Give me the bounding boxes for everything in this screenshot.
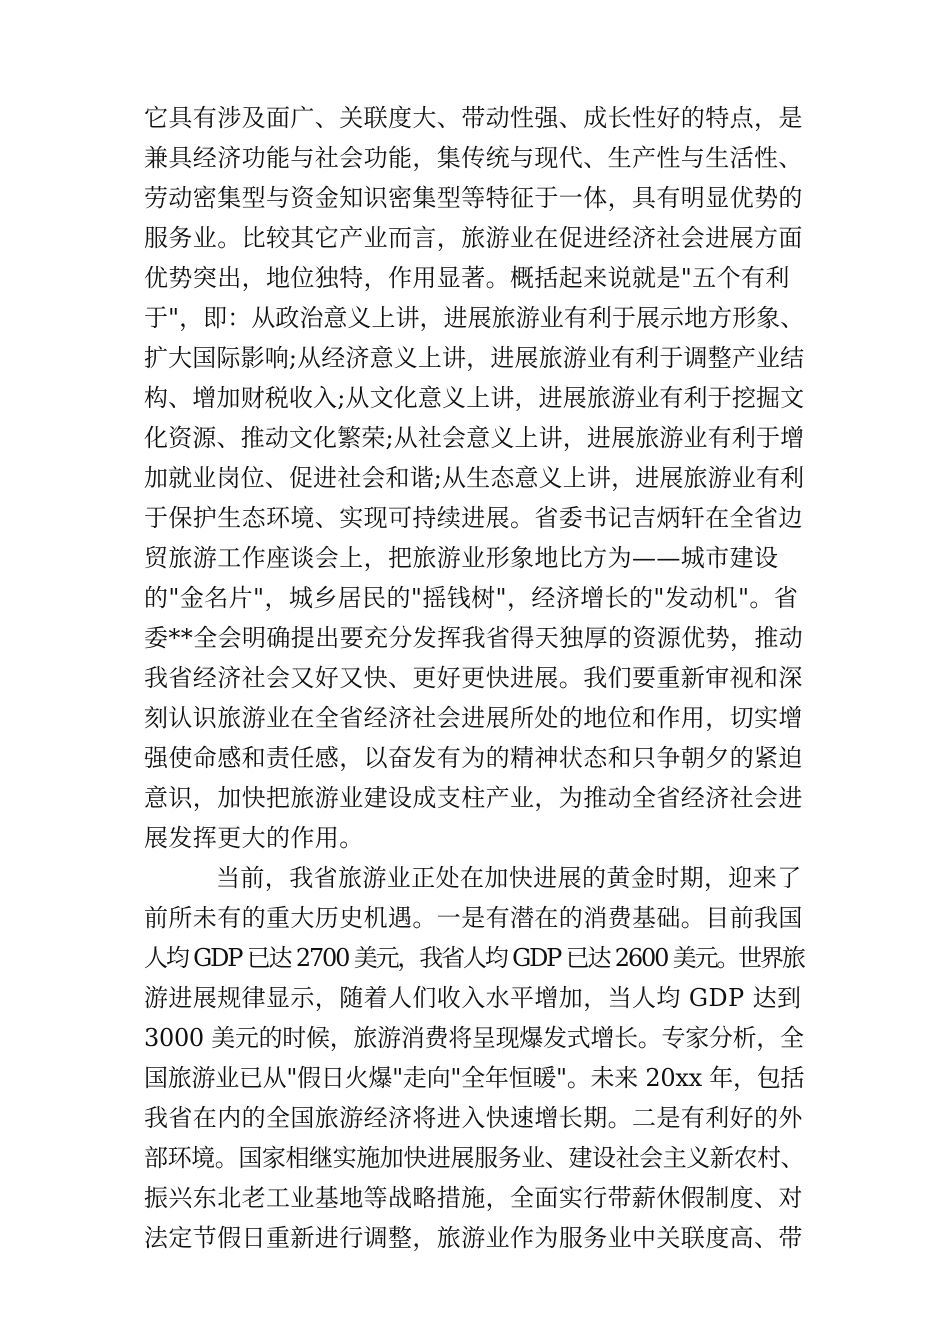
text-line: 部环境。国家相继实施加快进展服务业、建设社会主义新农村、: [144, 1144, 805, 1172]
text-line: 的"金名片"，城乡居民的"摇钱树"，经济增长的"发动机"。省: [144, 584, 799, 612]
text-line: 委**全会明确提出要充分发挥我省得天独厚的资源优势，推动: [144, 624, 804, 652]
text-line: 展发挥更大的作用。: [144, 824, 364, 852]
body-text: [144, 98, 804, 1258]
text-line: 服务业。比较其它产业而言，旅游业在促进经济社会进展方面: [144, 224, 803, 252]
text-line: 构、增加财税收入;从文化意义上讲，进展旅游业有利于挖掘文: [144, 384, 805, 412]
text-line: 国旅游业已从"假日火爆"走向"全年恒暖"。未来 20xx 年，包括: [144, 1064, 805, 1092]
text-line: 前所未有的重大历史机遇。一是有潜在的消费基础。目前我国: [144, 904, 803, 932]
text-line: 人均 GDP 已达 2700 美元，我省人均 GDP 已达 2600 美元。世界旅: [144, 944, 804, 972]
text-line: 兼具经济功能与社会功能，集传统与现代、生产性与生活性、: [144, 144, 803, 172]
text-line: 劳动密集型与资金知识密集型等特征于一体，具有明显优势的: [144, 184, 803, 212]
text-line: 于保护生态环境、实现可持续进展。省委书记吉炳轩在全省边: [144, 504, 803, 532]
text-line: 游进展规律显示，随着人们收入水平增加，当人均 GDP 达到: [144, 984, 802, 1012]
text-line: 我省在内的全国旅游经济将进入快速增长期。二是有利好的外: [144, 1104, 803, 1132]
text-line: 3000 美元的时候，旅游消费将呈现爆发式增长。专家分析，全: [144, 1024, 804, 1052]
text-line: 意识，加快把旅游业建设成支柱产业，为推动全省经济社会进: [144, 784, 803, 812]
text-line: 化资源、推动文化繁荣;从社会意义上讲，进展旅游业有利于增: [144, 424, 805, 452]
text-line: 振兴东北老工业基地等战略措施，全面实行带薪休假制度、对: [144, 1184, 803, 1212]
text-line: 它具有涉及面广、关联度大、带动性强、成长性好的特点，是: [144, 104, 803, 132]
text-line: 强使命感和责任感，以奋发有为的精神状态和只争朝夕的紧迫: [144, 744, 803, 772]
paragraph-first-line: 当前，我省旅游业正处在加快进展的黄金时期，迎来了: [216, 864, 802, 892]
text-line: 优势突出，地位独特，作用显著。概括起来说就是"五个有利: [144, 264, 790, 292]
text-line: 刻认识旅游业在全省经济社会进展所处的地位和作用，切实增: [144, 704, 803, 732]
text-line: 于"，即：从政治意义上讲，进展旅游业有利于展示地方形象、: [144, 304, 805, 332]
text-line: 我省经济社会又好又快、更好更快进展。我们要重新审视和深: [144, 664, 803, 692]
text-line: 贸旅游工作座谈会上，把旅游业形象地比方为——城市建设: [144, 544, 779, 572]
text-line: 扩大国际影响;从经济意义上讲，进展旅游业有利于调整产业结: [144, 344, 805, 372]
text-line: 法定节假日重新进行调整，旅游业作为服务业中关联度高、带: [144, 1224, 803, 1252]
text-line: 加就业岗位、促进社会和谐;从生态意义上讲，进展旅游业有利: [144, 464, 805, 492]
